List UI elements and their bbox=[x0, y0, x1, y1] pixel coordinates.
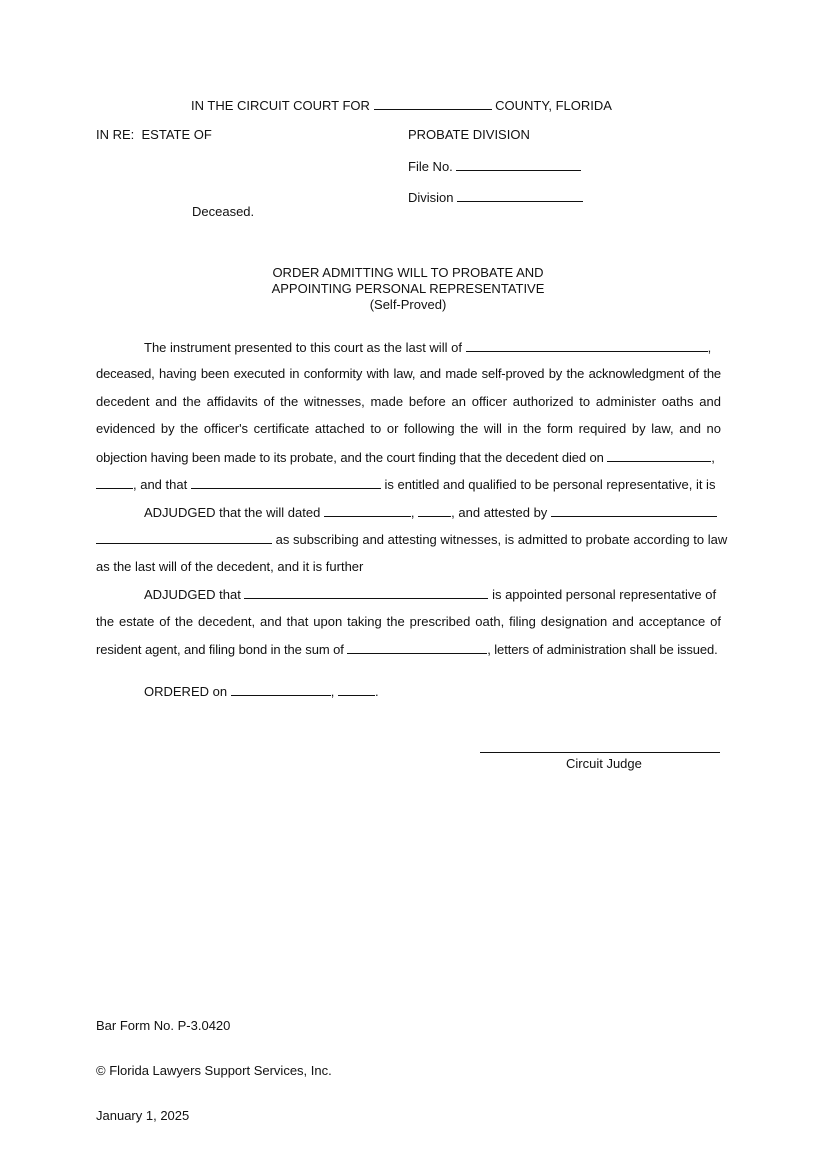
form-footer bbox=[96, 988, 332, 1153]
decedent-name-blank[interactable] bbox=[466, 339, 708, 352]
file-no-row bbox=[408, 158, 581, 175]
representative-blank[interactable] bbox=[191, 476, 381, 489]
para3-line3: resident agent, and filing bond in the sum of , letters of administration shall be issued. bbox=[96, 642, 718, 657]
para1-line6: , and that is entitled and qualified to be personal representative, it is bbox=[96, 476, 721, 493]
division-label: Division bbox=[408, 190, 454, 205]
title-line-3: (Self-Proved) bbox=[369, 297, 447, 312]
probate-division-label: PROBATE DIVISION bbox=[408, 127, 530, 142]
court-suffix: COUNTY, FLORIDA bbox=[495, 98, 612, 113]
para2-line1: ADJUDGED that the will dated , , and attested by bbox=[96, 504, 721, 521]
title-line-2: APPOINTING PERSONAL REPRESENTATIVE bbox=[271, 281, 545, 296]
court-caption bbox=[191, 97, 612, 114]
court-prefix: IN THE CIRCUIT COURT FOR bbox=[191, 98, 370, 113]
para1-line3: decedent and the affidavits of the witnesses, made before an officer authorized to administer oaths and bbox=[96, 394, 721, 409]
appointed-representative-blank[interactable] bbox=[244, 586, 488, 599]
ordered-line: ORDERED on , . bbox=[144, 684, 379, 699]
death-year-blank[interactable] bbox=[96, 476, 133, 489]
para2-line2: as subscribing and attesting witnesses, is admitted to probate according to law bbox=[96, 531, 721, 548]
para1-line5: objection having been made to its probate, and the court finding that the decedent died on , bbox=[96, 450, 715, 465]
division-blank[interactable] bbox=[457, 189, 583, 202]
will-year-blank[interactable] bbox=[418, 504, 451, 517]
will-date-blank[interactable] bbox=[324, 504, 411, 517]
para1-line4: evidenced by the officer's certificate attached to or following the will in the form required by law, and no bbox=[96, 421, 721, 436]
deceased-label: Deceased. bbox=[192, 204, 255, 219]
witness-1-blank[interactable] bbox=[551, 504, 717, 517]
bond-amount-blank[interactable] bbox=[347, 641, 487, 654]
form-date: January 1, 2025 bbox=[96, 1108, 190, 1123]
witness-2-blank[interactable] bbox=[96, 531, 272, 544]
ordered-date-blank[interactable] bbox=[231, 683, 331, 696]
order-title bbox=[96, 265, 720, 313]
estate-of-label: IN RE: ESTATE OF bbox=[96, 127, 212, 142]
para3-line1: ADJUDGED that is appointed personal representative of bbox=[144, 587, 717, 602]
para3-line2: the estate of the decedent, and that upon taking the prescribed oath, filing designation and acceptance of bbox=[96, 614, 721, 629]
para1-line1: The instrument presented to this court as the last will of , bbox=[144, 340, 712, 355]
file-no-blank[interactable] bbox=[456, 158, 581, 171]
circuit-judge-label: Circuit Judge bbox=[566, 756, 642, 771]
copyright-notice: © Florida Lawyers Support Services, Inc. bbox=[96, 1063, 332, 1078]
judge-signature-line[interactable] bbox=[480, 752, 720, 753]
file-no-label: File No. bbox=[408, 159, 453, 174]
para1-line2: deceased, having been executed in conformity with law, and made self-proved by the acknowledgment of the bbox=[96, 366, 721, 381]
para2-line3: as the last will of the decedent, and it is further bbox=[96, 559, 364, 574]
death-date-blank[interactable] bbox=[607, 449, 711, 462]
ordered-year-blank[interactable] bbox=[338, 683, 375, 696]
form-number: Bar Form No. P-3.0420 bbox=[96, 1018, 231, 1033]
title-line-1: ORDER ADMITTING WILL TO PROBATE AND bbox=[272, 265, 544, 280]
division-row bbox=[408, 189, 583, 206]
county-blank[interactable] bbox=[374, 97, 492, 110]
